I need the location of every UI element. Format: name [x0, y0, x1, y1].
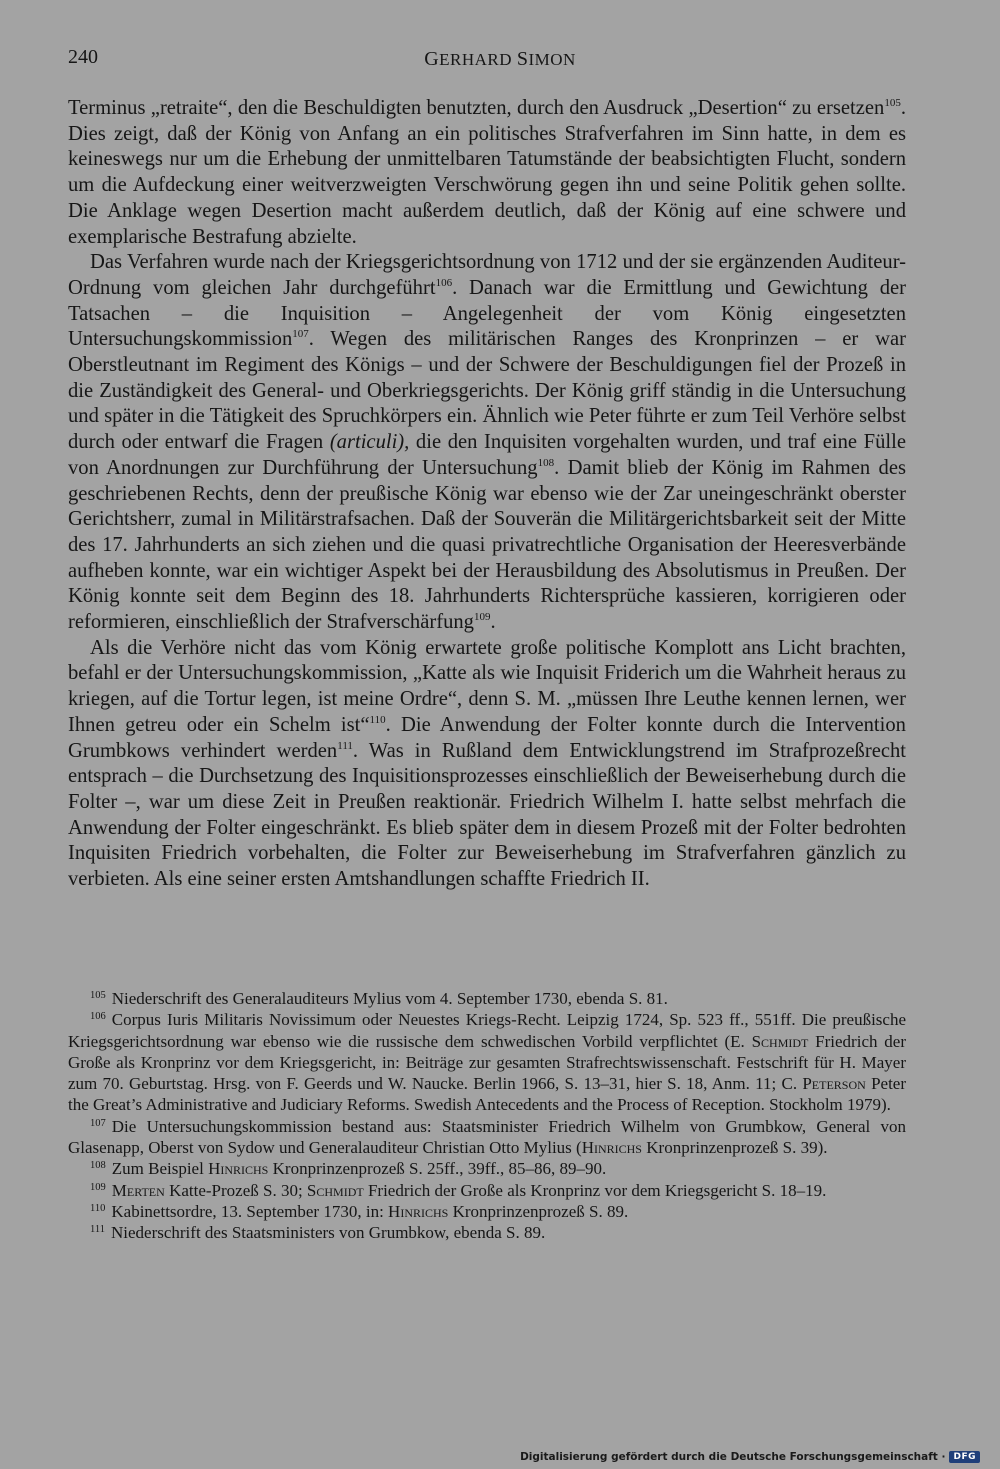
- footnote-text: Friedrich der Große als Kronprinz vor dem Kriegsgericht, in: Beiträge zur gesamten Strafrechtswissenschaft. Festschrift für H. Mayer zum 70. Geburtstag. Hrsg. von F. Geerds und W. Naucke. Berlin 1966, S. 13–31, hier S. 18, Anm. 11; C.: [68, 1031, 906, 1094]
- paragraph-text: .: [490, 611, 496, 634]
- footnote-ref: 106: [435, 276, 453, 289]
- author-name: Schmidt: [306, 1180, 364, 1200]
- running-header-author: [0, 48, 1000, 71]
- dfg-logo-icon[interactable]: DFG: [949, 1451, 980, 1463]
- author-last-rest: IMON: [528, 50, 576, 69]
- footnote-ref: 111: [337, 739, 353, 752]
- paragraph: [68, 636, 906, 893]
- funding-text: Digitalisierung gefördert durch die Deutsche Forschungsgemeinschaft: [520, 1451, 938, 1463]
- author-name: Hinrichs: [388, 1201, 449, 1221]
- footnote-number: 105: [90, 990, 106, 1001]
- footnote-number: 110: [90, 1202, 106, 1214]
- paragraph-text: . Was in Rußland dem Entwicklungstrend im Strafprozeßrecht entsprach – die Durchsetzung des Inquisitionsprozesses einschließlich der Beweiserhebung durch die Folter –, war um diese Zeit in Preußen reaktionär. Friedrich Wilhelm I. hatte selbst mehrfach die Anwendung der Folter eingeschränkt. Es blieb später dem in diesem Prozeß mit der Folter bedrohten Inquisiten Friedrich vorbehalten, die Folter zur Beweiserhebung im Strafverfahren gänzlich zu verbieten. Als eine seiner ersten Amtshandlungen schaffte Friedrich II.: [68, 739, 907, 891]
- footnote-text: Kronprinzenprozeß S. 89.: [448, 1201, 629, 1221]
- footnote-ref: 107: [292, 328, 309, 341]
- body-text: [68, 96, 906, 893]
- paragraph: [68, 250, 906, 636]
- footnote-number: 111: [90, 1224, 105, 1236]
- footnote-text: Corpus Iuris Militaris Novissimum oder Neuestes Kriegs-Recht. Leipzig 1724, Sp. 523 ff., 551ff. Die preußische Kriegsgerichtsordnung war ebenso wie die russische dem schwedischen Vorbild verpflichtet (E.: [68, 1010, 906, 1051]
- paragraph-text: . Danach war die Ermittlung und Gewichtung der Tatsachen – die Inquisition – Angelegenheit der vom König eingesetzten Untersuchungskommission: [68, 276, 906, 351]
- paragraph-text: . Wegen des militärischen Ranges des Kronprinzen – er war Oberstleutnant im Regiment des Königs – und der Schwere der Beschuldigungen fiel der Prozeß in die Zuständigkeit des General- und Oberkriegsgerichts. Der König griff ständig in die Untersuchung und später in die Tätigkeit des Spruchkörpers ein. Ähnlich wie Peter führte er zum Teil Verhöre selbst durch oder entwarf die Fragen: [68, 328, 906, 454]
- author-name: Peterson: [802, 1074, 866, 1094]
- paragraph-text: Das Verfahren wurde nach der Kriegsgerichtsordnung von 1712 und der sie ergänzenden Auditeur-Ordnung vom gleichen Jahr durchgeführt: [68, 251, 906, 299]
- paragraph: [68, 96, 906, 250]
- footnote-ref: 105: [884, 97, 901, 109]
- footnote: [68, 1009, 906, 1115]
- footnote-text: Kabinettsordre, 13. September 1730, in:: [111, 1201, 389, 1221]
- paragraph-text: . Damit blieb der König im Rahmen des geschriebenen Rechts, denn der preußische König war ebenso wie der Zar uneingeschränkt oberster Gerichtsherr, zumal in Militärstrafsachen. Daß der Souverän die Militärgerichtsbarkeit seit der Mitte des 17. Jahrhunderts an sich ziehen und die quasi privatrechtliche Organisation der Heeresverbände aufheben konnte, war ein wichtiger Aspekt bei der Herausbildung des Absolutismus in Preußen. Der König konnte seit dem Beginn des 18. Jahrhunderts Richtersprüche kassieren, korrigieren oder reformieren, einschließlich der Strafverschärfung: [68, 456, 906, 634]
- footnote-ref: 109: [473, 611, 491, 624]
- footnote-text: Die Untersuchungskommission bestand aus: Staatsminister Friedrich Wilhelm von Grumbkow, General von Glasenapp, Oberst von Sydow und Generalauditeur Christian Otto Mylius (: [68, 1116, 906, 1158]
- footnote-number: 107: [90, 1117, 106, 1129]
- footnote: [68, 1180, 906, 1201]
- footnote-number: 109: [90, 1181, 106, 1193]
- footnote: [68, 1222, 906, 1243]
- paragraph-text: Als die Verhöre nicht das vom König erwartete große politische Komplott ans Licht brachten, befahl er der Untersuchungskommission, „Katte als wie Inquisit Friderich um die Wahrheit heraus zu kriegen, auf die Tortur legen, ist meine Ordre“, denn S. M. „müssen Ihre Leuthe kennen lernen, wer Ihnen getreu oder ein Schelm ist“: [68, 636, 906, 736]
- footnote: [68, 988, 906, 1009]
- author-name: Hinrichs: [208, 1159, 269, 1179]
- footnote: [68, 1201, 906, 1222]
- footnote-text: Katte-Prozeß S. 30;: [164, 1180, 307, 1200]
- page-number: 240: [68, 46, 98, 68]
- footnote-text: Friedrich der Große als Kronprinz vor dem Kriegsgericht S. 18–19.: [363, 1180, 827, 1200]
- author-first-initial: G: [424, 48, 440, 70]
- paragraph-text: . Dies zeigt, daß der König von Anfang an ein politisches Strafverfahren im Sinn hatte, in dem es keineswegs nur um die Erhebung der unmittelbaren Tatumstände der beabsichtigten Flucht, sondern um die Aufdeckung einer weitverzweigten Verschwörung gegen ihn und seine Politik gehen sollte. Die Anklage wegen Desertion macht außerdem deutlich, daß der König auf eine schwere und exemplarische Bestrafung abzielte.: [68, 97, 906, 248]
- footnote-text: Niederschrift des Staatsministers von Grumbkow, ebenda S. 89.: [110, 1223, 546, 1243]
- footnote-text: Kronprinzenprozeß S. 39).: [642, 1138, 828, 1158]
- author-name: Merten: [111, 1180, 165, 1200]
- author-name: Hinrichs: [581, 1138, 642, 1158]
- footnote-text: Peter the Great’s Administrative and Judiciary Reforms. Swedish Antecedents and the Process of Reception. Stockholm 1979).: [68, 1074, 906, 1115]
- author-name: Schmidt: [751, 1031, 809, 1051]
- paragraph-text: die den Inquisiten vorgehalten wurden, und traf eine Fülle von Anordnungen zur Durchführung der Untersuchung: [68, 431, 906, 479]
- footnote-text: Kronprinzenprozeß S. 25ff., 39ff., 85–86, 89–90.: [268, 1159, 607, 1179]
- footnote: [68, 1116, 906, 1159]
- paragraph-text: Terminus „retraite“, den die Beschuldigten benutzten, durch den Ausdruck „Desertion“ zu ersetzen: [68, 97, 885, 119]
- author-first-rest: ERHARD: [439, 50, 513, 69]
- footnotes: [68, 988, 906, 1244]
- footnote-text: Niederschrift des Generalauditeurs Mylius vom 4. September 1730, ebenda S. 81.: [111, 989, 668, 1008]
- author-last-initial: S: [516, 48, 529, 70]
- footnote: [68, 1158, 906, 1179]
- footnote-text: Zum Beispiel: [111, 1159, 209, 1179]
- paragraph-text: . Die Anwendung der Folter konnte durch die Intervention Grumbkows verhindert werden: [68, 713, 906, 762]
- funding-footer: [520, 1451, 980, 1463]
- italic-term: (articuli),: [329, 431, 410, 454]
- footnote-ref: 110: [369, 713, 386, 726]
- footnote-number: 108: [90, 1160, 106, 1172]
- footnote-ref: 108: [537, 456, 555, 469]
- footnote-number: 106: [90, 1011, 106, 1023]
- footer-separator: ·: [941, 1451, 946, 1463]
